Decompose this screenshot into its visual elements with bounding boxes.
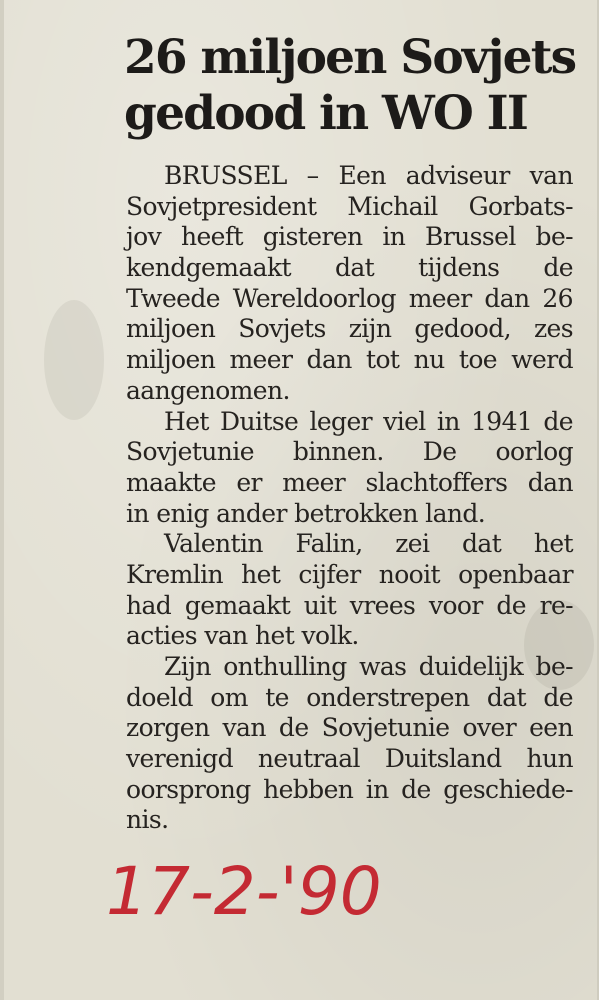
body-line: Zijn onthulling was duidelijk be- xyxy=(164,652,573,681)
handwritten-date xyxy=(102,836,402,946)
body-line: jov heeft gisteren in Brussel be- xyxy=(126,222,573,252)
body-line: kendgemaakt dat tijdens de xyxy=(126,253,573,283)
body-line: Valentin Falin, zei dat het xyxy=(164,529,573,559)
body-line: miljoen meer dan tot nu toe werd xyxy=(126,345,573,375)
headline-line: 26 miljoen Sovjets xyxy=(124,30,576,85)
body-line: Het Duitse leger viel in 1941 de xyxy=(164,406,573,436)
body-line: maakte er meer slachtoffers dan xyxy=(126,467,573,497)
body-line: Sovjetunie binnen. De oorlog xyxy=(126,437,573,467)
body-line: in enig ander betrokken land. xyxy=(126,498,486,528)
body-line: nis. xyxy=(126,805,169,835)
body-line: doeld om te onderstrepen dat de xyxy=(126,682,573,712)
body-line: acties van het volk. xyxy=(126,621,359,651)
article-headline xyxy=(124,30,574,142)
body-line: Sovjetpresident Michail Gorbats- xyxy=(126,191,573,221)
body-line: zorgen van de Sovjetunie over een xyxy=(126,713,573,743)
body-line: aangenomen. xyxy=(126,375,290,405)
headline-line: gedood in WO II xyxy=(124,86,527,141)
body-line: Kremlin het cijfer nooit openbaar xyxy=(126,559,573,589)
paper-stain xyxy=(44,300,104,420)
body-line: verenigd neutraal Duitsland hun xyxy=(126,744,573,774)
body-line: BRUSSEL – Een adviseur van xyxy=(164,161,573,190)
body-line: miljoen Sovjets zijn gedood, zes xyxy=(126,314,573,344)
body-line: Tweede Wereldoorlog meer dan 26 xyxy=(126,283,573,313)
article-body xyxy=(126,161,573,836)
body-line: oorsprong hebben in de geschiede- xyxy=(126,774,573,804)
body-line: had gemaakt uit vrees voor de re- xyxy=(126,590,573,620)
handwritten-date-text: 17-2-'90 xyxy=(106,853,382,930)
